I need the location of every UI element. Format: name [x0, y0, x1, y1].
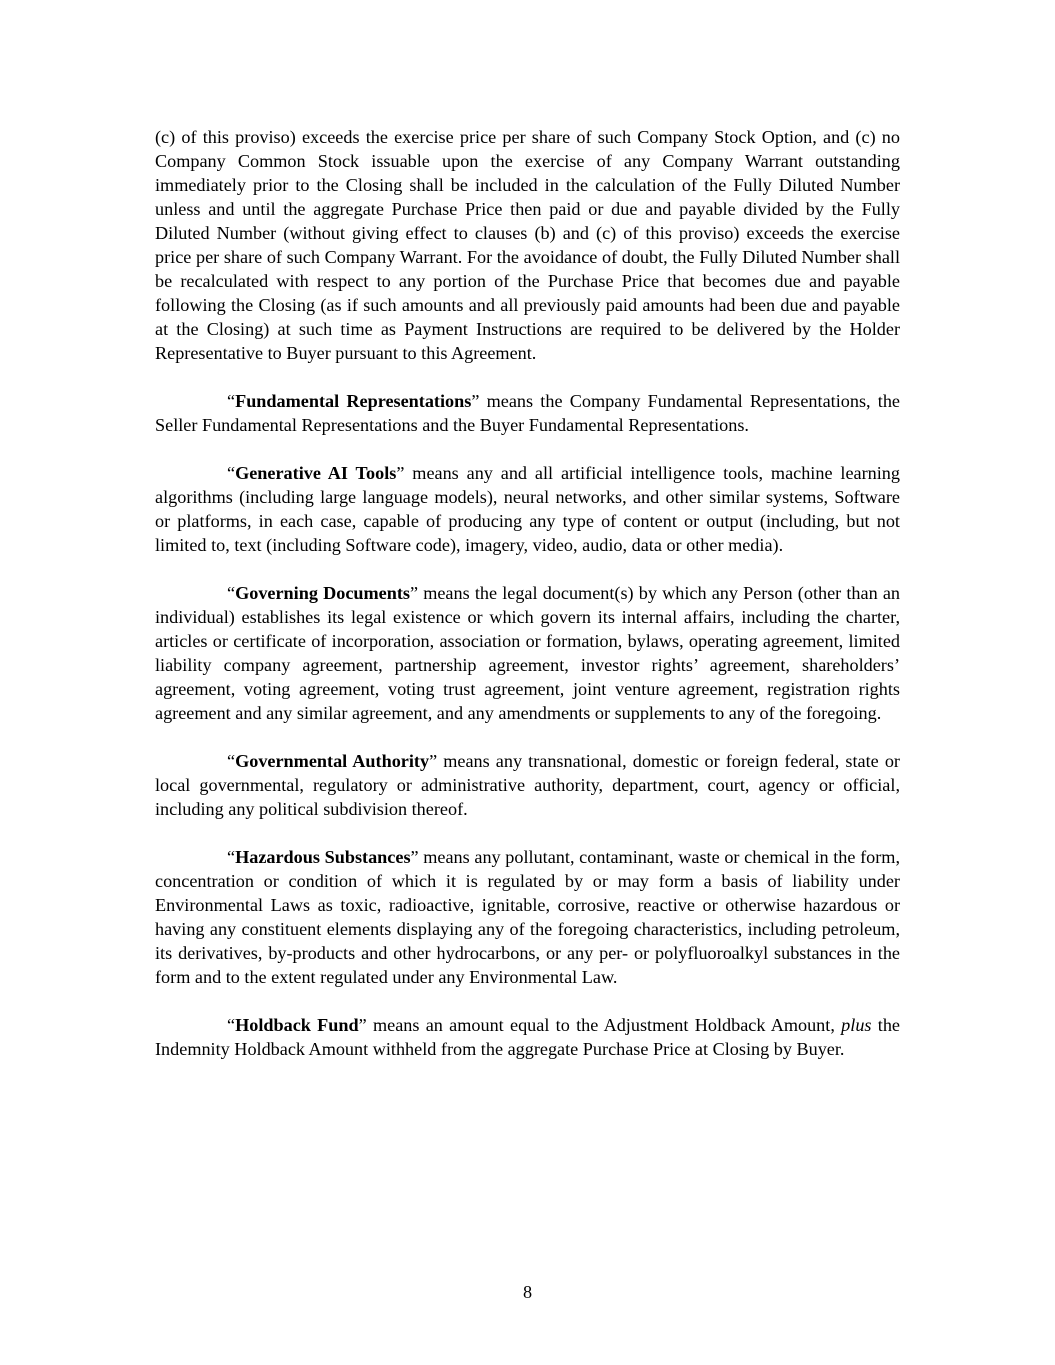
definition-text: means the Company Fundamental Representations, the Seller Fundamental Representations and the Buyer Fundamental Representations.: [155, 391, 900, 435]
open-quote: “: [227, 751, 236, 771]
definition-governmental-authority: [155, 749, 900, 821]
definition-italic-word: plus: [841, 1015, 872, 1035]
definition-text: means any pollutant, contaminant, waste or chemical in the form, concentration or condition of which it is regulated by or may form a basis of liability under Environmental Laws as toxic, radioactive, ignitable, corrosive, reactive or otherwise hazardous or having any constituent elements displaying any of the foregoing characteristics, including petroleum, its derivatives, by-products and other hydrocarbons, or any per- or polyfluoroalkyl substances in the form and to the extent regulated under any Environmental Law.: [155, 847, 900, 987]
close-quote: ”: [429, 751, 438, 771]
close-quote: ”: [358, 1015, 367, 1035]
defined-term: Governing Documents: [235, 583, 410, 603]
definition-holdback-fund: [155, 1013, 900, 1061]
continuation-paragraph: (c) of this proviso) exceeds the exercise price per share of such Company Stock Option, and (c) no Company Common Stock issuable upon the exercise of any Company Warrant outstanding immediately prior to the Closing shall be included in the calculation of the Fully Diluted Number unless and until the aggregate Purchase Price then paid or due and payable divided by the Fully Diluted Number (without giving effect to clauses (b) and (c) of this proviso) exceeds the exercise price per share of such Company Warrant. For the avoidance of doubt, the Fully Diluted Number shall be recalculated with respect to any portion of the Purchase Price that becomes due and payable following the Closing (as if such amounts and all previously paid amounts had been due and payable at the Closing) at such time as Payment Instructions are required to be delivered by the Holder Representative to Buyer pursuant to this Agreement.: [155, 127, 900, 363]
defined-term: Hazardous Substances: [235, 847, 411, 867]
page-number: 8: [522, 1282, 533, 1302]
definition-text: means the legal document(s) by which any Person (other than an individual) establishes its legal existence or which govern its internal affairs, including the charter, articles or certificate of incorporation, association or formation, bylaws, operating agreement, limited liability company agreement, partnership agreement, investor rights’ agreement, shareholders’ agreement, voting agreement, voting trust agreement, joint venture agreement, registration rights agreement and any similar agreement, and any amendments or supplements to any of the foregoing.: [155, 583, 901, 723]
definition-governing-documents: [155, 581, 900, 725]
definition-generative-ai-tools: [155, 461, 900, 557]
definition-text-continued: the Indemnity Holdback Amount withheld from the aggregate Purchase Price at Closing by Buyer.: [155, 1015, 900, 1059]
close-quote: ”: [410, 847, 419, 867]
open-quote: “: [227, 391, 236, 411]
close-quote: ”: [471, 391, 480, 411]
definition-text: means an amount equal to the Adjustment Holdback Amount,: [366, 1015, 842, 1035]
open-quote: “: [227, 1015, 236, 1035]
open-quote: “: [227, 583, 236, 603]
close-quote: ”: [409, 583, 419, 603]
open-quote: “: [227, 847, 236, 867]
defined-term: Generative AI Tools: [235, 463, 397, 483]
document-page: [155, 125, 900, 1085]
open-quote: “: [227, 463, 236, 483]
close-quote: ”: [396, 463, 405, 483]
definition-hazardous-substances: [155, 845, 900, 989]
defined-term: Holdback Fund: [235, 1015, 359, 1035]
definition-text: means any and all artificial intelligence tools, machine learning algorithms (including large language models), neural networks, and other similar systems, Software or platforms, in each case, capable of producing any type of content or output (including, but not limited to, text (including Software code), imagery, video, audio, data or other media).: [155, 463, 900, 555]
defined-term: Governmental Authority: [235, 751, 430, 771]
definition-text: means any transnational, domestic or foreign federal, state or local governmental, regulatory or administrative authority, department, court, agency or official, including any political subdivision thereof.: [155, 751, 900, 819]
definition-fundamental-representations: [155, 389, 900, 437]
defined-term: Fundamental Representations: [235, 391, 472, 411]
